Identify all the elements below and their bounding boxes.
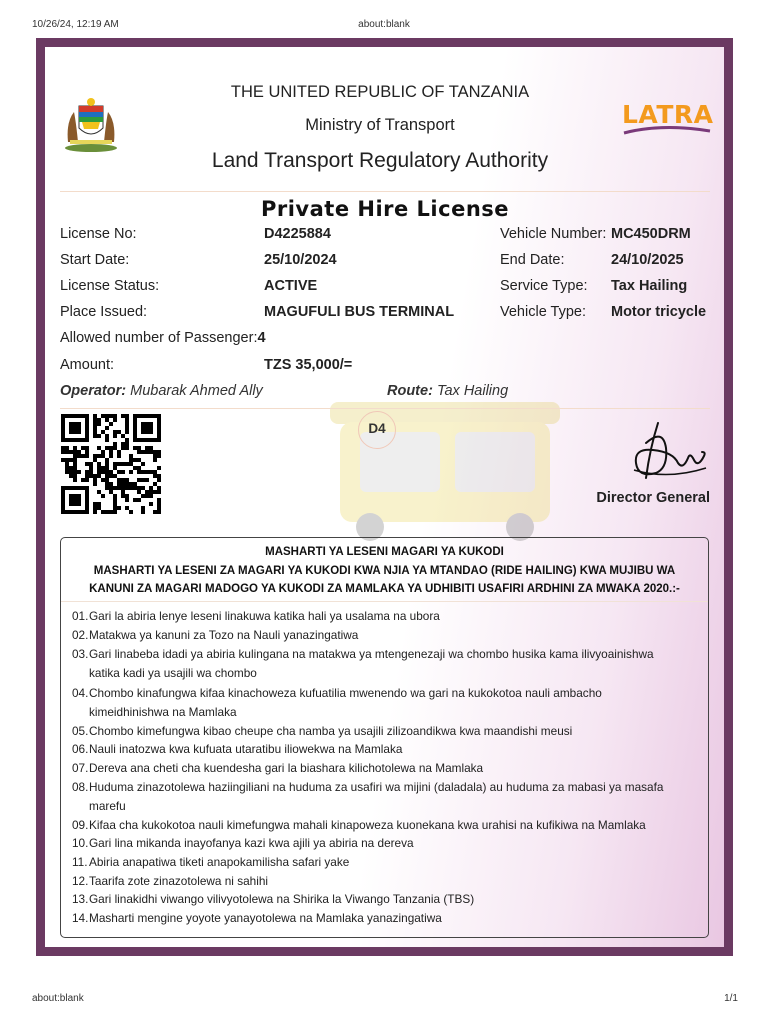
authority-title: Land Transport Regulatory Authority (211, 149, 549, 172)
condition-item (72, 645, 702, 682)
qr-code-icon (61, 414, 161, 514)
country-title: THE UNITED REPUBLIC OF TANZANIA (230, 83, 530, 101)
condition-number: 11. (72, 855, 88, 869)
condition-text: Gari linabeba idadi ya abiria kulingana na matakwa ya mtengenezaji wa chombo husika kama ilivyoainishwa (89, 647, 654, 661)
condition-text: Gari lina mikanda inayofanya kazi kwa ajili ya abiria na dereva (89, 836, 414, 850)
start-date-label: Start Date: (60, 252, 130, 268)
condition-item (72, 722, 702, 741)
amount-value: TZS 35,000/= (264, 357, 353, 373)
header-divider (60, 191, 710, 192)
condition-item (72, 872, 702, 891)
condition-number: 13. (72, 892, 89, 906)
condition-number: 10. (72, 836, 89, 850)
end-date-label: End Date: (500, 252, 565, 268)
route-label: Route: (387, 383, 433, 399)
condition-number: 02. (72, 628, 89, 642)
condition-item (72, 778, 702, 815)
license-status-label: License Status: (60, 278, 160, 294)
conditions-title: MASHARTI YA LESENI MAGARI YA KUKODI (265, 546, 504, 558)
vehicle-number-value: MC450DRM (611, 226, 691, 242)
condition-text: Matakwa ya kanuni za Tozo na Nauli yanazingatiwa (89, 628, 359, 642)
operator-label: Operator: (60, 383, 127, 399)
signature-icon (628, 418, 710, 488)
condition-text: Chombo kimefungwa kibao cheupe cha namba ya usajili zilizoandikwa kwa maandishi meusi (89, 724, 573, 738)
condition-number: 01. (72, 609, 89, 623)
condition-item (72, 684, 702, 721)
tricycle-watermark-icon (310, 392, 580, 542)
place-issued-value: MAGUFULI BUS TERMINAL (264, 304, 455, 320)
condition-text: Kifaa cha kukokotoa nauli kimefungwa mahali kinapoweza kuonekana kwa urahisi na kufikiwa na Mamlaka (89, 818, 646, 832)
condition-number: 06. (72, 742, 89, 756)
service-type-value: Tax Hailing (611, 278, 688, 294)
condition-number: 12. (72, 874, 89, 888)
end-date-value: 24/10/2025 (611, 252, 684, 268)
passengers-row (60, 330, 266, 346)
condition-number: 04. (72, 686, 89, 700)
condition-text-continued: marefu (89, 798, 126, 813)
print-footer-url: about:blank (32, 993, 84, 1004)
condition-item (72, 834, 702, 853)
condition-item (72, 740, 702, 759)
condition-text-continued: kimeidhinishwa na Mamlaka (89, 704, 237, 719)
license-title: Private Hire License (260, 197, 510, 221)
class-badge: D4 (358, 411, 396, 449)
route-value: Tax Hailing (436, 383, 509, 399)
condition-text: Dereva ana cheti cha kuendesha gari la biashara kilichotolewa na Mamlaka (89, 761, 484, 775)
condition-text: Huduma zinazotolewa haziingiliani na huduma za usafiri wa mijini (daladala) au huduma za mabasi ya masafa (89, 780, 664, 794)
conditions-subtitle-line1: MASHARTI YA LESENI ZA MAGARI YA KUKODI KWA NJIA YA MTANDAO (RIDE HAILING) KWA MUJIBU WA (93, 565, 676, 577)
conditions-subtitle-line2: KANUNI ZA MAGARI MADOGO YA KUKODI ZA MAMLAKA YA UDHIBITI USAFIRI ARDHINI ZA MWAKA 2020.:- (89, 583, 680, 595)
service-type-label: Service Type: (500, 278, 588, 294)
condition-number: 14. (72, 911, 89, 925)
condition-item (72, 607, 702, 626)
start-date-value: 25/10/2024 (264, 252, 337, 268)
print-url: about:blank (358, 19, 410, 30)
passengers-value: 4 (257, 330, 266, 346)
condition-text: Abiria anapatiwa tiketi anapokamilisha safari yake (89, 855, 350, 869)
condition-item (72, 853, 702, 872)
condition-item (72, 909, 702, 928)
condition-item (72, 626, 702, 645)
condition-text: Masharti mengine yoyote yanayotolewa na Mamlaka yanazingatiwa (89, 911, 442, 925)
operator-value: Mubarak Ahmed Ally (130, 383, 263, 399)
condition-text: Gari la abiria lenye leseni linakuwa katika hali ya usalama na ubora (89, 609, 440, 623)
condition-text-continued: katika kadi ya usajili wa chombo (89, 665, 257, 680)
vehicle-type-label: Vehicle Type: (500, 304, 586, 320)
print-datetime: 10/26/24, 12:19 AM (32, 19, 119, 30)
condition-number: 05. (72, 724, 89, 738)
condition-text: Nauli inatozwa kwa kufuata utaratibu iliowekwa na Mamlaka (89, 742, 403, 756)
place-issued-label: Place Issued: (60, 304, 148, 320)
condition-item (72, 890, 702, 909)
license-no-value: D4225884 (264, 226, 331, 242)
vehicle-number-label: Vehicle Number: (500, 226, 607, 242)
conditions-divider (61, 601, 708, 602)
license-no-label: License No: (60, 226, 137, 242)
print-page-number: 1/1 (724, 993, 738, 1004)
condition-number: 09. (72, 818, 89, 832)
license-status-value: ACTIVE (264, 278, 318, 294)
ministry-title: Ministry of Transport (305, 116, 455, 134)
condition-item (72, 816, 702, 835)
operator-row (60, 383, 263, 399)
condition-number: 07. (72, 761, 89, 775)
vehicle-type-value: Motor tricycle (611, 304, 707, 320)
fields-divider (60, 408, 710, 409)
condition-number: 03. (72, 647, 89, 661)
condition-text: Taarifa zote zinazotolewa ni sahihi (89, 874, 269, 888)
condition-text: Gari linakidhi viwango vilivyotolewa na Shirika la Viwango Tanzania (TBS) (89, 892, 475, 906)
latra-logo-text: LATRA (622, 100, 714, 129)
signatory-title: Director General (596, 490, 710, 506)
condition-number: 08. (72, 780, 89, 794)
amount-label: Amount: (60, 357, 114, 373)
route-row (387, 383, 508, 399)
passengers-label: Allowed number of Passenger: (60, 330, 258, 346)
condition-text: Chombo kinafungwa kifaa kinachoweza kufuatilia mwenendo wa gari na kukokotoa nauli ambacho (89, 686, 602, 700)
condition-item (72, 759, 702, 778)
